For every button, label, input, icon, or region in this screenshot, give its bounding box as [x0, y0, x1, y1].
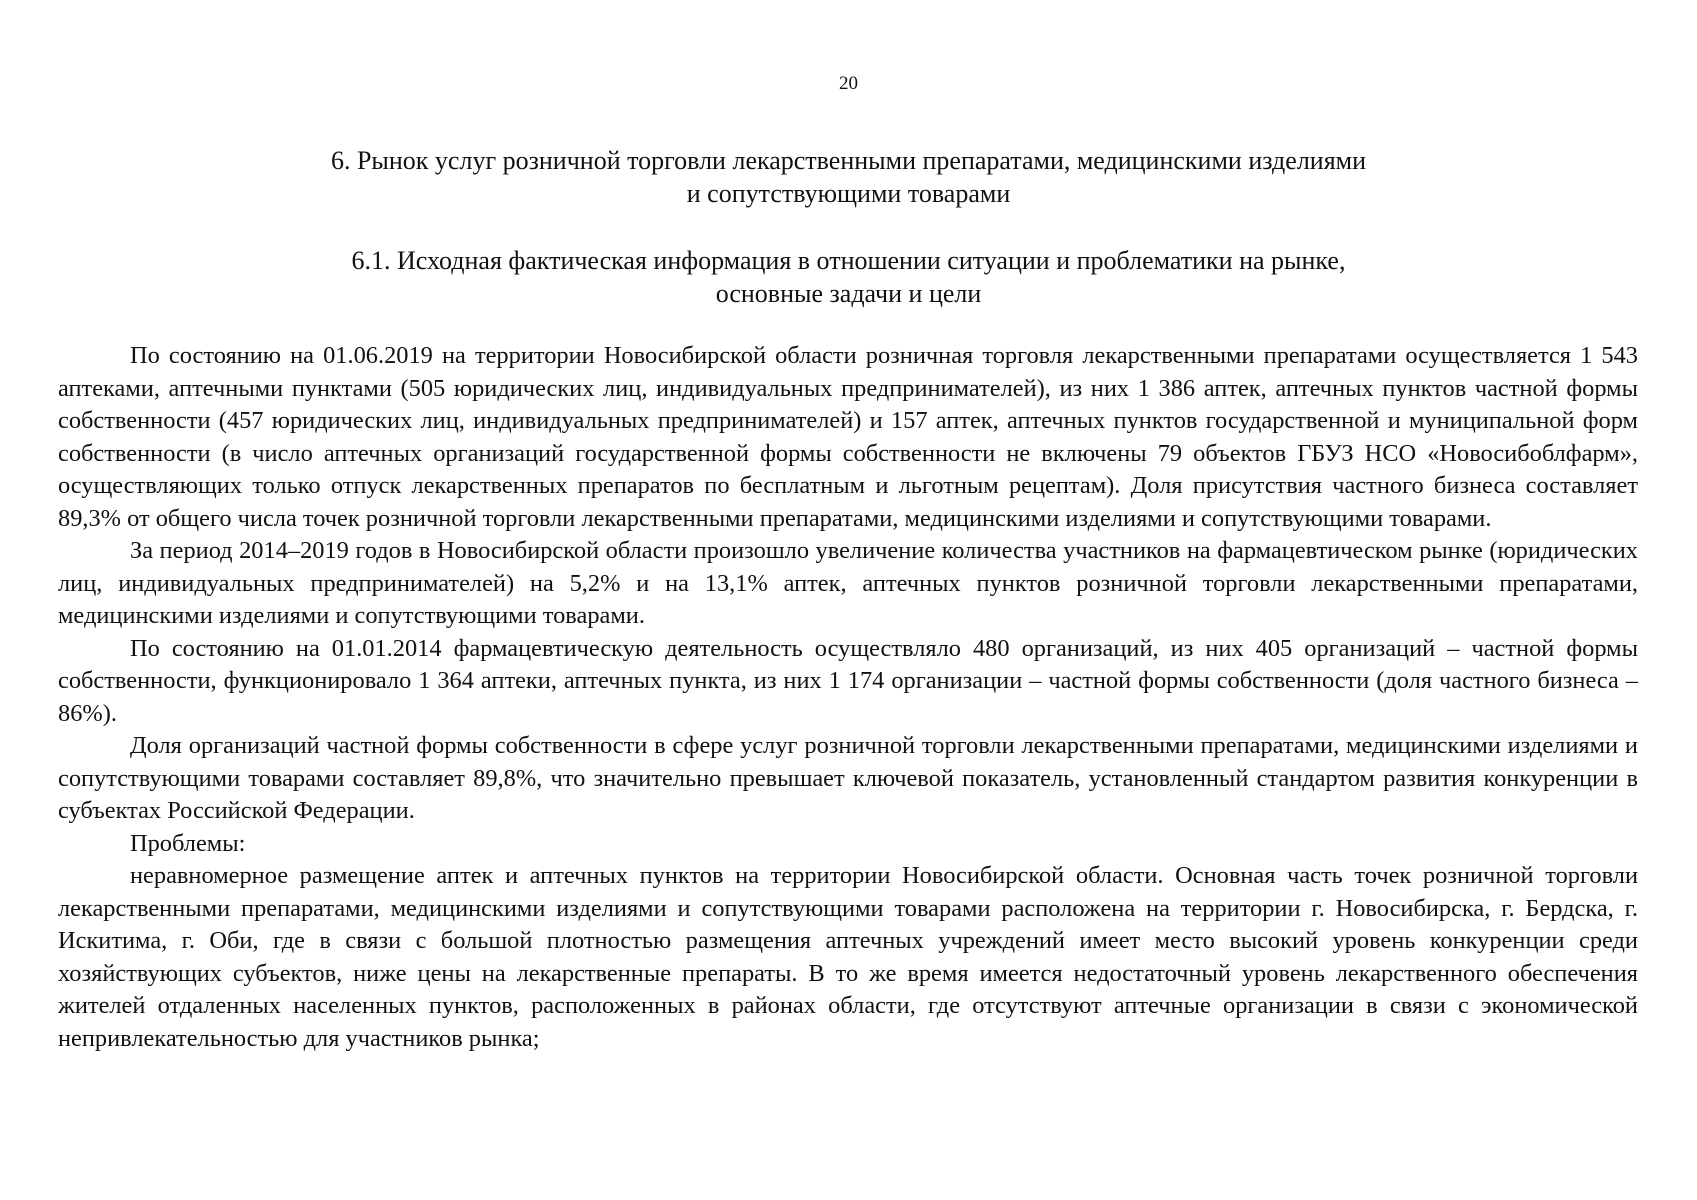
- subsection-heading: [0, 244, 1697, 310]
- paragraph-situation: По состоянию на 01.06.2019 на территории Новосибирской области розничная торговля лекарственными препаратами осуществляется 1 543 аптеками, аптечными пунктами (505 юридических лиц, индивидуальных предпринимателей), из них 1 386 аптек, аптечных пунктов частной формы собственности (457 юридических лиц, индивидуальных предпринимателей) и 157 аптек, аптечных пунктов государственной и муниципальной форм собственности (в число аптечных организаций государственной формы собственности не включены 79 объектов ГБУЗ НСО «Новосибоблфарм», осуществляющих только отпуск лекарственных препаратов по бесплатным и льготным рецептам). Доля присутствия частного бизнеса составляет 89,3% от общего числа точек розничной торговли лекарственными препаратами, медицинскими изделиями и сопутствующими товарами.: [58, 342, 1638, 532]
- section-heading: [0, 144, 1697, 210]
- paragraph-private-share: Доля организаций частной формы собственности в сфере услуг розничной торговли лекарственными препаратами, медицинскими изделиями и сопутствующими товарами составляет 89,8%, что значительно превышает ключевой показатель, установленный стандартом развития конкуренции в субъектах Российской Федерации.: [58, 732, 1638, 824]
- paragraph-problem-uneven-distribution: неравномерное размещение аптек и аптечных пунктов на территории Новосибирской области. Основная часть точек розничной торговли лекарственными препаратами, медицинскими изделиями и сопутствующими товарами расположена на территории г. Новосибирска, г. Бердска, г. Искитима, г. Оби, где в связи с большой плотностью размещения аптечных учреждений имеет место высокий уровень конкуренции среди хозяйствующих субъектов, ниже цены на лекарственные препараты. В то же время имеется недостаточный уровень лекарственного обеспечения жителей отдаленных населенных пунктов, расположенных в районах области, где отсутствуют аптечные организации в связи с экономической непривлекательностью для участников рынка;: [58, 862, 1638, 1052]
- paragraph-problems-label: Проблемы:: [130, 829, 246, 857]
- section-heading-line-1: 6. Рынок услуг розничной торговли лекарственными препаратами, медицинскими изделиями: [330, 146, 1367, 175]
- paragraph-growth: За период 2014–2019 годов в Новосибирской области произошло увеличение количества участников на фармацевтическом рынке (юридических лиц, индивидуальных предпринимателей) на 5,2% и на 13,1% аптек, аптечных пунктов розничной торговли лекарственными препаратами, медицинскими изделиями и сопутствующими товарами.: [58, 537, 1638, 629]
- section-heading-line-2: и сопутствующими товарами: [686, 179, 1011, 208]
- subsection-heading-line-2: основные задачи и цели: [715, 279, 982, 308]
- body-text: [58, 340, 1638, 1055]
- subsection-heading-line-1: 6.1. Исходная фактическая информация в отношении ситуации и проблематики на рынке,: [351, 246, 1346, 275]
- paragraph-2014-status: По состоянию на 01.01.2014 фармацевтическую деятельность осуществляло 480 организаций, из них 405 организаций – частной формы собственности, функционировало 1 364 аптеки, аптечных пункта, из них 1 174 организации – частной формы собственности (доля частного бизнеса – 86%).: [58, 634, 1638, 727]
- page-number: 20: [839, 73, 858, 94]
